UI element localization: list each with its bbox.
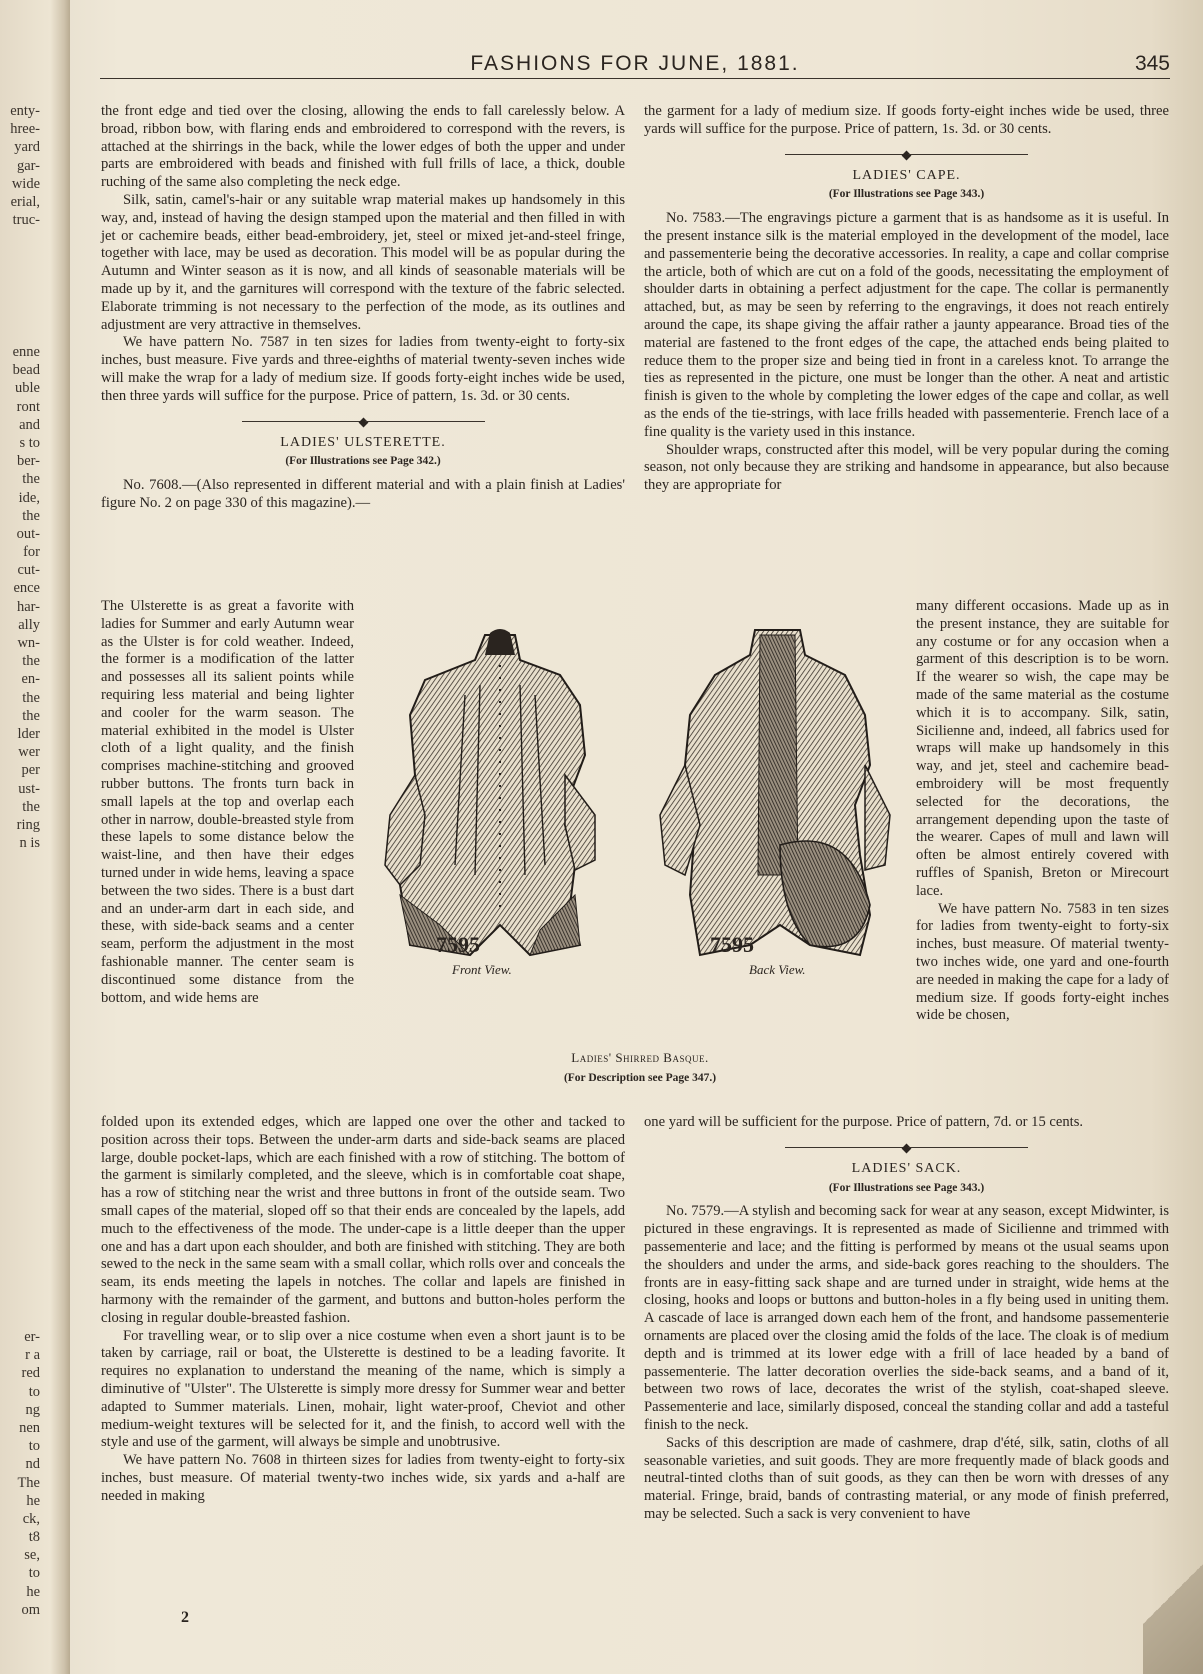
page-curl <box>1143 1514 1203 1674</box>
bleed-line: om <box>21 1601 40 1618</box>
bleed-line: cut- <box>17 562 40 579</box>
bleed-line: he <box>26 1583 40 1600</box>
bleed-line: to <box>28 1383 40 1400</box>
section-heading-sack: LADIES' SACK. <box>851 1160 962 1176</box>
bleed-line: har- <box>16 598 40 615</box>
bleed-line: uble <box>15 380 40 397</box>
paragraph: No. 7579.—A stylish and becoming sack for wear at any season, except Midwinter, is pictured in these engravings. It is represented as made of Sicilienne and trimmed with passementerie and lace; and the fitting is performed by means ot the usual seams upon the shoulders and under the arms, and side-back gores reaching to the shoulders. The fronts are in easy-fitting sack shape and are turned under in straight, wide hems at the closing, hooks and loops or buttons and button-holes in a fly being used in uniting them. A cascade of lace is arranged down each hem of the front, and handsome passementerie ornaments are placed over the closing amid the folds of the lace. The cloak is of medium depth and is trimmed at its lower edge with a frill of lace headed by a band of passementerie. The latter decoration overlies the side-back seams, and a band of it, between two rows of lace, decorates the wrist of the stylish, coat-shaped sleeve. Passementerie and lace, similarly disposed, conceal the standing collar and add a tasteful finish to the neck. <box>644 1203 1169 1433</box>
page-title: FASHIONS FOR JUNE, 1881. <box>470 52 800 75</box>
section-heading-ulsterette: LADIES' ULSTERETTE. <box>280 434 446 450</box>
bleed-line: lder <box>17 725 40 742</box>
front-view-caption: Front View. <box>452 962 512 977</box>
bleed-line: per <box>21 762 40 779</box>
figure-caption <box>380 1050 900 1084</box>
back-figure-number: 7595 <box>710 932 754 957</box>
bleed-line: he <box>26 1492 40 1509</box>
left-column-narrow <box>101 598 354 1007</box>
bleed-line: n is <box>19 835 40 852</box>
bleed-line: the <box>22 507 40 524</box>
bleed-line: ence <box>13 580 40 597</box>
bleed-line: wer <box>18 744 40 761</box>
bleed-line: enty- <box>10 103 40 119</box>
bleed-line: t8 <box>28 1529 40 1546</box>
bleed-line: erial, <box>10 193 40 210</box>
bleed-line: wn- <box>17 635 40 651</box>
paragraph: For travelling wear, or to slip over a nice costume when even a short jaunt is to be taken by carriage, rail or boat, the Ulsterette is destined to be a leading favorite. It requires no explanation to understand the meaning of the name, which is simply a diminutive of "Ulster". The Ulsterette is simply more dressy for Summer wear and better adapted to Summer materials. Linen, mohair, light water-proof, Cheviot and other medium-weight textures will be selected for it, and the finish, to accord well with the style and use of the garment, will always be simple and unobtrusive. <box>101 1327 625 1451</box>
paragraph: The Ulsterette is as great a favorite with ladies for Summer and early Autumn wear as the Ulster is for cold weather. Indeed, the former is a modification of the latter and possesses all its salient points while requiring less material and being lighter and cooler for the warm season. The material exhibited in the model is Ulster cloth of a light quality, and the finish comprises machine-stitching and grooved rubber buttons. The fronts turn back in small lapels at the top and overlap each other in narrow, double-breasted style from these lapels to some distance below the waist-line, and then have their edges turned under in wide hems, leaving a space between the two sides. There is a bust dart and an under-arm dart in each side, and these, with side-back seams and a center seam, perform the adjustment in the most fashionable manner. The center seam is discontinued some distance from the bottom, and wide hems are <box>101 598 354 1006</box>
bleed-line: the <box>22 707 40 724</box>
bleed-line: ust- <box>18 780 40 797</box>
signature-mark: 2 <box>181 1609 189 1626</box>
basque-engraving <box>380 625 900 1045</box>
bleed-line: ront <box>16 398 40 415</box>
bleed-line: yard <box>14 139 40 156</box>
bleed-line: nen <box>19 1419 40 1436</box>
back-view-caption: Back View. <box>749 962 806 977</box>
right-column-narrow <box>916 598 1169 1025</box>
figure-title: Ladies' Shirred Basque. <box>571 1050 709 1065</box>
bleed-line: to <box>28 1438 40 1455</box>
bleed-text-bottom <box>0 1328 40 1619</box>
paragraph: Shoulder wraps, constructed after this model, will be very popular during the coming season, not only because they are striking and handsome in appearance, but also because they are appropriate for <box>644 441 1169 494</box>
bleed-text-middle <box>0 343 40 852</box>
bleed-line: r a <box>25 1347 40 1364</box>
bleed-text-top <box>0 102 40 229</box>
left-column-top <box>101 103 625 513</box>
bleed-line: se, <box>24 1547 40 1564</box>
left-column-bottom <box>101 1114 625 1506</box>
bleed-line: the <box>22 689 40 706</box>
bleed-line: truc- <box>12 212 40 229</box>
bleed-line: ally <box>18 616 40 633</box>
section-divider <box>644 147 1169 161</box>
bleed-line: ck, <box>22 1510 40 1527</box>
paragraph: the front edge and tied over the closing, allowing the ends to fall carelessly below. A broad, ribbon bow, with flaring ends and embroidered to correspond with the revers, is attached at the shirrings in the back, while the lower edges of both the upper and under parts are embroidered with beads and finished with full frills of lace, a thick, double ruching of the same also completing the neck edge. <box>101 103 625 191</box>
bleed-line: red <box>21 1365 40 1382</box>
paragraph: folded upon its extended edges, which are lapped one over the other and tacked to position across their tops. Between the under-arm darts and side-back seams are placed large, double pocket-laps, which are each finished with a row of stitching. The bottom of the garment is similarly completed, and the sleeve, which is in comfortable coat shape, has a row of stitching near the wrist and three buttons in front of the outside seam. Two small capes of the material, sloped off so that their ends are concealed by the lapels, add much to the effectiveness of the mode. The under-cape is a little deeper than the upper one and has a dart upon each shoulder, and both are finished with stitching. They are both sewed to the neck in the same seam with a small collar, which rolls over and conceals the seam, its ends meeting the lapels in notches. The collar and lapels are finished in harmony with the remainder of the garment, and buttons and button-holes perform the closing in regular double-breasted fashion. <box>101 1114 625 1326</box>
bleed-line: nd <box>25 1456 40 1473</box>
running-header <box>100 50 1170 79</box>
bleed-line: the <box>22 471 40 488</box>
bleed-line: enne <box>12 344 40 360</box>
basque-illustration <box>380 625 900 1095</box>
bleed-line: out- <box>16 525 40 542</box>
bleed-line: the <box>22 653 40 670</box>
right-column-top <box>644 103 1169 495</box>
bleed-line: ring <box>16 816 40 833</box>
illustration-reference: (For Illustrations see Page 343.) <box>828 188 985 201</box>
paragraph: We have pattern No. 7608 in thirteen sizes for ladies from twenty-eight to forty-six inches, bust measure. Of material twenty-two inches wide, six yards and a-half are needed in making <box>101 1452 625 1504</box>
paragraph: No. 7608.—(Also represented in different material and with a plain finish at Ladies' figure No. 2 on page 330 of this magazine).— <box>101 477 625 511</box>
paragraph: Sacks of this description are made of cashmere, drap d'été, silk, satin, cloths of all seasonable varieties, and suit goods. They are more frequently made of black goods and neutral-tinted cloths than of suit goods, as they can then be worn with dresses of any material. Fringe, braid, bands of contrasting material, or any mode of finish preferred, may be selected. Such a sack is very convenient to have <box>644 1434 1169 1522</box>
section-divider <box>644 1140 1169 1154</box>
bleed-line: ng <box>25 1401 40 1418</box>
paragraph: We have pattern No. 7587 in ten sizes for ladies from twenty-eight to forty-six inches, bust measure. Five yards and three-eighths of material twenty-seven inches wide will make the wrap for a lady of medium size. If goods forty-eight inches wide be used, then three yards will suffice for the purpose. Price of pattern, 1s. 3d. or 30 cents. <box>101 334 625 404</box>
page-number: 345 <box>1134 52 1170 75</box>
bleed-line: s to <box>19 434 40 451</box>
bleed-line: ber- <box>16 453 40 470</box>
bleed-line: er- <box>24 1329 40 1345</box>
back-view-figure <box>660 630 890 955</box>
illustration-reference: (For Illustrations see Page 342.) <box>285 455 441 468</box>
bleed-line: ide, <box>18 489 40 506</box>
illustration-reference: (For Illustrations see Page 343.) <box>828 1181 985 1194</box>
bleed-line: bead <box>12 362 40 379</box>
bleed-line: wide <box>11 175 40 192</box>
bleed-line: the <box>22 798 40 815</box>
paragraph: No. 7583.—The engravings picture a garment that is as handsome as it is useful. In the present instance silk is the material employed in the development of the model, lace and passementerie being the decorative accessories. In reality, a cape and collar comprise the article, both of which are cut on a fold of the goods, necessitating the employment of shoulder darts in obtaining a perfect adjustment for the cape. The collar is permanently attached, but, as may be seen by referring to the engravings, it does not reach entirely around the cape, its shape giving the affair rather a jaunty appearance. Broad ties of the material are fastened to the front edges of the cape, the attached ends being plaited to reduce them to the proper size and being tied in front in a careless knot. To arrange the ties as represented in the picture, one must be longer than the other. A neat and artistic finish is given to the whole by completing the lower edges of the cape and collar, as well as the ends of the tie-strings, with lace frills headed with passementerie. French lace of a fine quality is the variety used in this instance. <box>644 210 1169 440</box>
bleed-line: The <box>17 1474 40 1491</box>
bleed-line: to <box>28 1565 40 1582</box>
section-divider <box>101 414 625 428</box>
front-figure-number: 7595 <box>436 932 480 957</box>
paragraph: one yard will be sufficient for the purpose. Price of pattern, 7d. or 15 cents. <box>644 1114 1084 1130</box>
description-reference: (For Description see Page 347.) <box>563 1072 717 1084</box>
front-view-figure <box>385 629 595 955</box>
bleed-line: for <box>23 544 40 561</box>
section-heading-cape: LADIES' CAPE. <box>852 167 961 183</box>
paragraph: the garment for a lady of medium size. If goods forty-eight inches wide be used, three yards will suffice for the purpose. Price of pattern, 1s. 3d. or 30 cents. <box>644 103 1169 137</box>
paragraph: We have pattern No. 7583 in ten sizes for ladies from twenty-eight to forty-six inches, bust measure. Of material twenty-two inches wide, one yard and one-fourth are needed in making the cape for a lady of medium size. If goods forty-eight inches wide be chosen, <box>916 900 1169 1024</box>
bleed-line: and <box>19 416 40 433</box>
paragraph: Silk, satin, camel's-hair or any suitable wrap material makes up handsomely in this way, and, instead of having the design stamped upon the material and then filled in with jet or cachemire beads, either bead-embroidery, jet, steel or mixed jet-and-steel fringe, together with lace, may be used as decoration. This model will be as popular during the Autumn and Winter season as it is now, and all kinds of seasonable materials will be made up by it, and the garnitures will correspond with the texture of the fabric selected. Elaborate trimming is not necessary to the perfection of the mode, as its outlines and adjustment are very attractive in themselves. <box>101 191 625 333</box>
bleed-line: hree- <box>10 121 40 138</box>
paragraph: many different occasions. Made up as in the present instance, they are suitable for any costume or for any occasion when a garment of this description is to be worn. If the wearer so wish, the cape may be made of the same material as the costume which it is to accompany. Silk, satin, Sicilienne and, indeed, all fabrics used for wraps will make up handsomely in this way, and jet, steel and cachemire bead-embroidery will be most frequently selected for the decorations, the arrangement depending upon the taste of the wearer. Capes of mull and lawn will often be almost entirely covered with ruffles of Spanish, Breton or Mirecourt lace. <box>916 598 1169 899</box>
bleed-line: en- <box>21 671 40 688</box>
right-column-bottom <box>644 1114 1169 1524</box>
bleed-line: gar- <box>16 157 40 174</box>
